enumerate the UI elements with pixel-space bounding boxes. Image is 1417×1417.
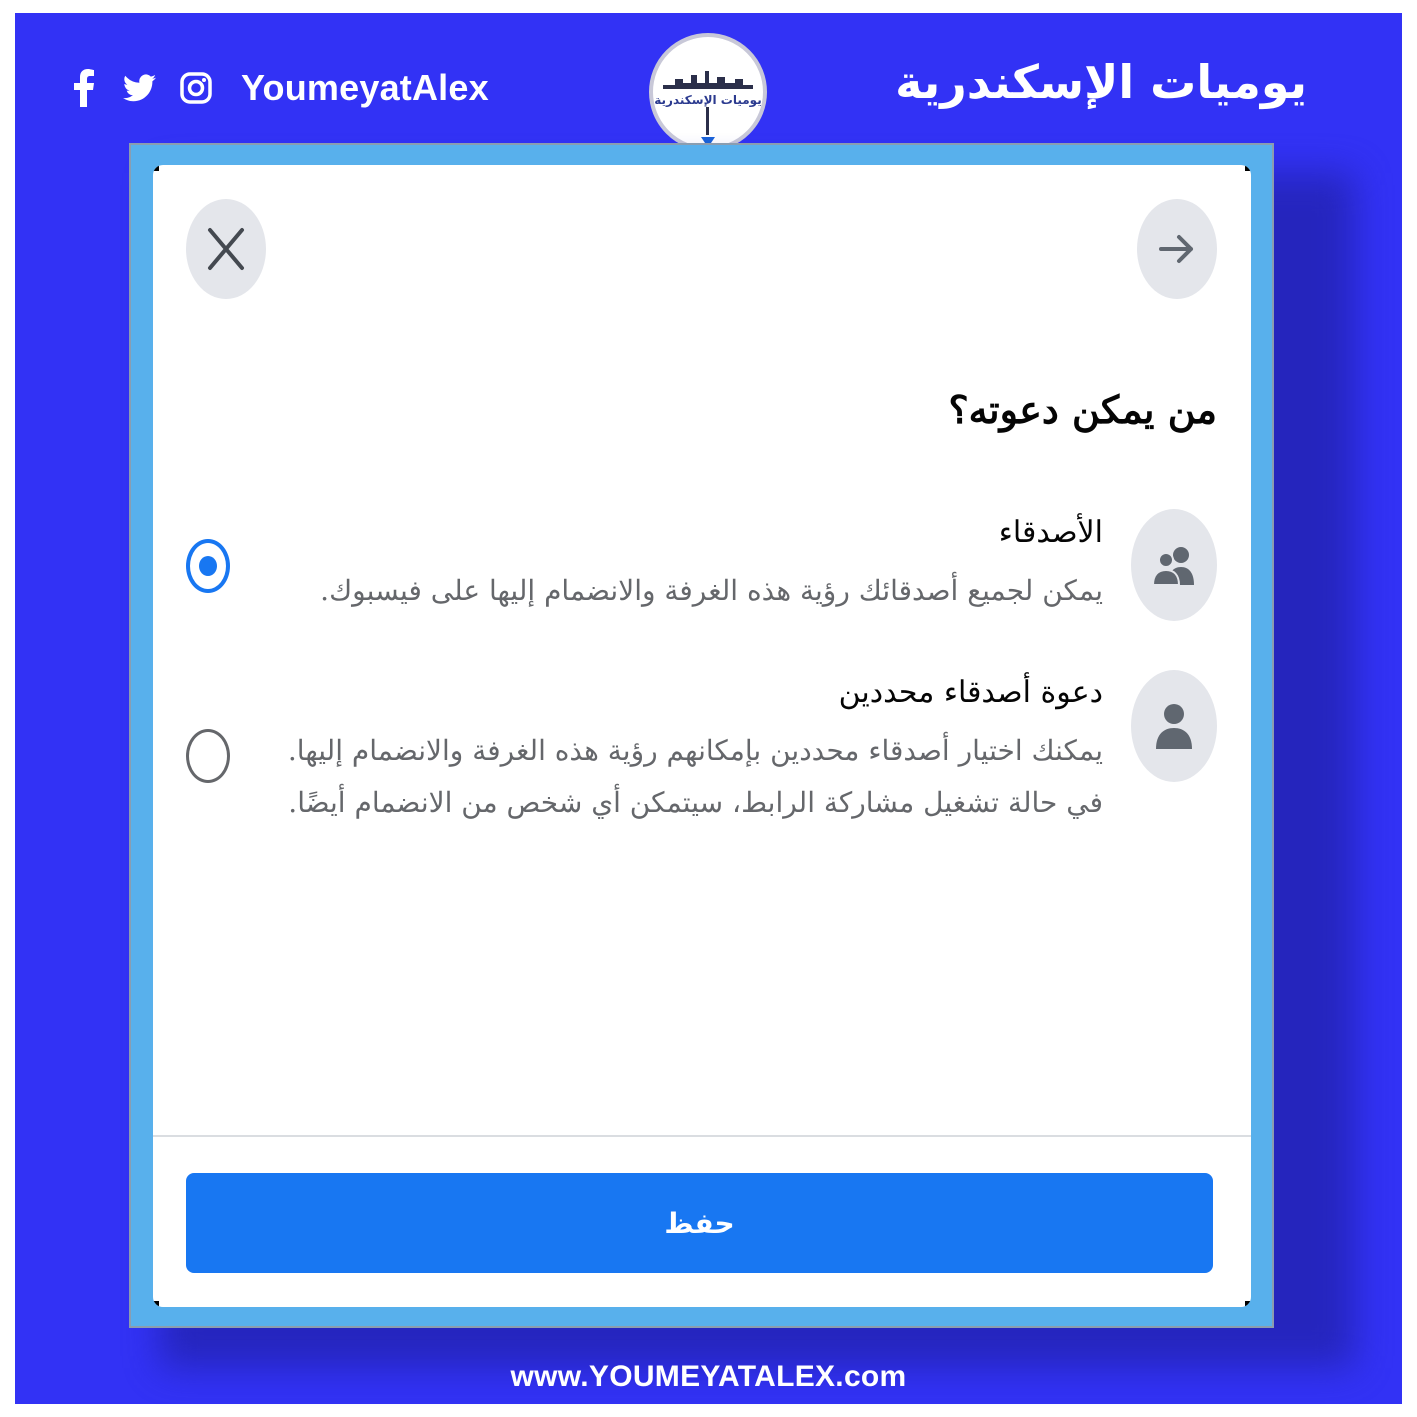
twitter-icon[interactable] (123, 68, 157, 108)
radio-friends[interactable] (186, 539, 230, 593)
option-icon (1131, 509, 1217, 621)
option-description: يمكنك اختيار أصدقاء محددين بإمكانهم رؤية هذه الغرفة والانضمام إليها. في حالة تشغيل مشاركة الرابط، سيتمكن أي شخص من الانضمام أيضًا. (287, 734, 1103, 819)
corner-mark (153, 1301, 159, 1307)
logo (649, 33, 767, 151)
option-title: دعوة أصدقاء محددين (838, 675, 1103, 710)
logo-text: يوميات الإسكندرية (654, 93, 762, 107)
corner-mark (1245, 1301, 1251, 1307)
group-icon (1150, 543, 1198, 587)
facebook-icon[interactable] (67, 68, 101, 108)
instagram-icon[interactable] (179, 68, 213, 108)
close-icon (206, 226, 246, 272)
website-url[interactable]: www.YOUMEYATALEX.com (510, 1360, 907, 1393)
arrow-right-icon (1157, 229, 1197, 269)
social-bar (67, 53, 489, 123)
close-button[interactable] (186, 199, 266, 299)
save-button[interactable]: حفظ (186, 1173, 1213, 1273)
screenshot-frame (129, 143, 1274, 1328)
dialog-title: من يمكن دعوته؟ (948, 387, 1217, 432)
brand-title: يوميات الإسكندرية (895, 55, 1307, 109)
corner-mark (1245, 165, 1251, 171)
option-title: الأصدقاء (998, 515, 1103, 550)
radio-specific-friends[interactable] (186, 729, 230, 783)
corner-mark (153, 165, 159, 171)
person-icon (1154, 701, 1194, 751)
option-icon (1131, 670, 1217, 782)
divider (153, 1135, 1251, 1137)
social-handle: YoumeyatAlex (241, 67, 489, 108)
dialog (153, 165, 1251, 1307)
forward-button[interactable] (1137, 199, 1217, 299)
option-description: يمكن لجميع أصدقائك رؤية هذه الغرفة والانضمام إليها على فيسبوك. (320, 574, 1103, 607)
poster (15, 13, 1402, 1404)
